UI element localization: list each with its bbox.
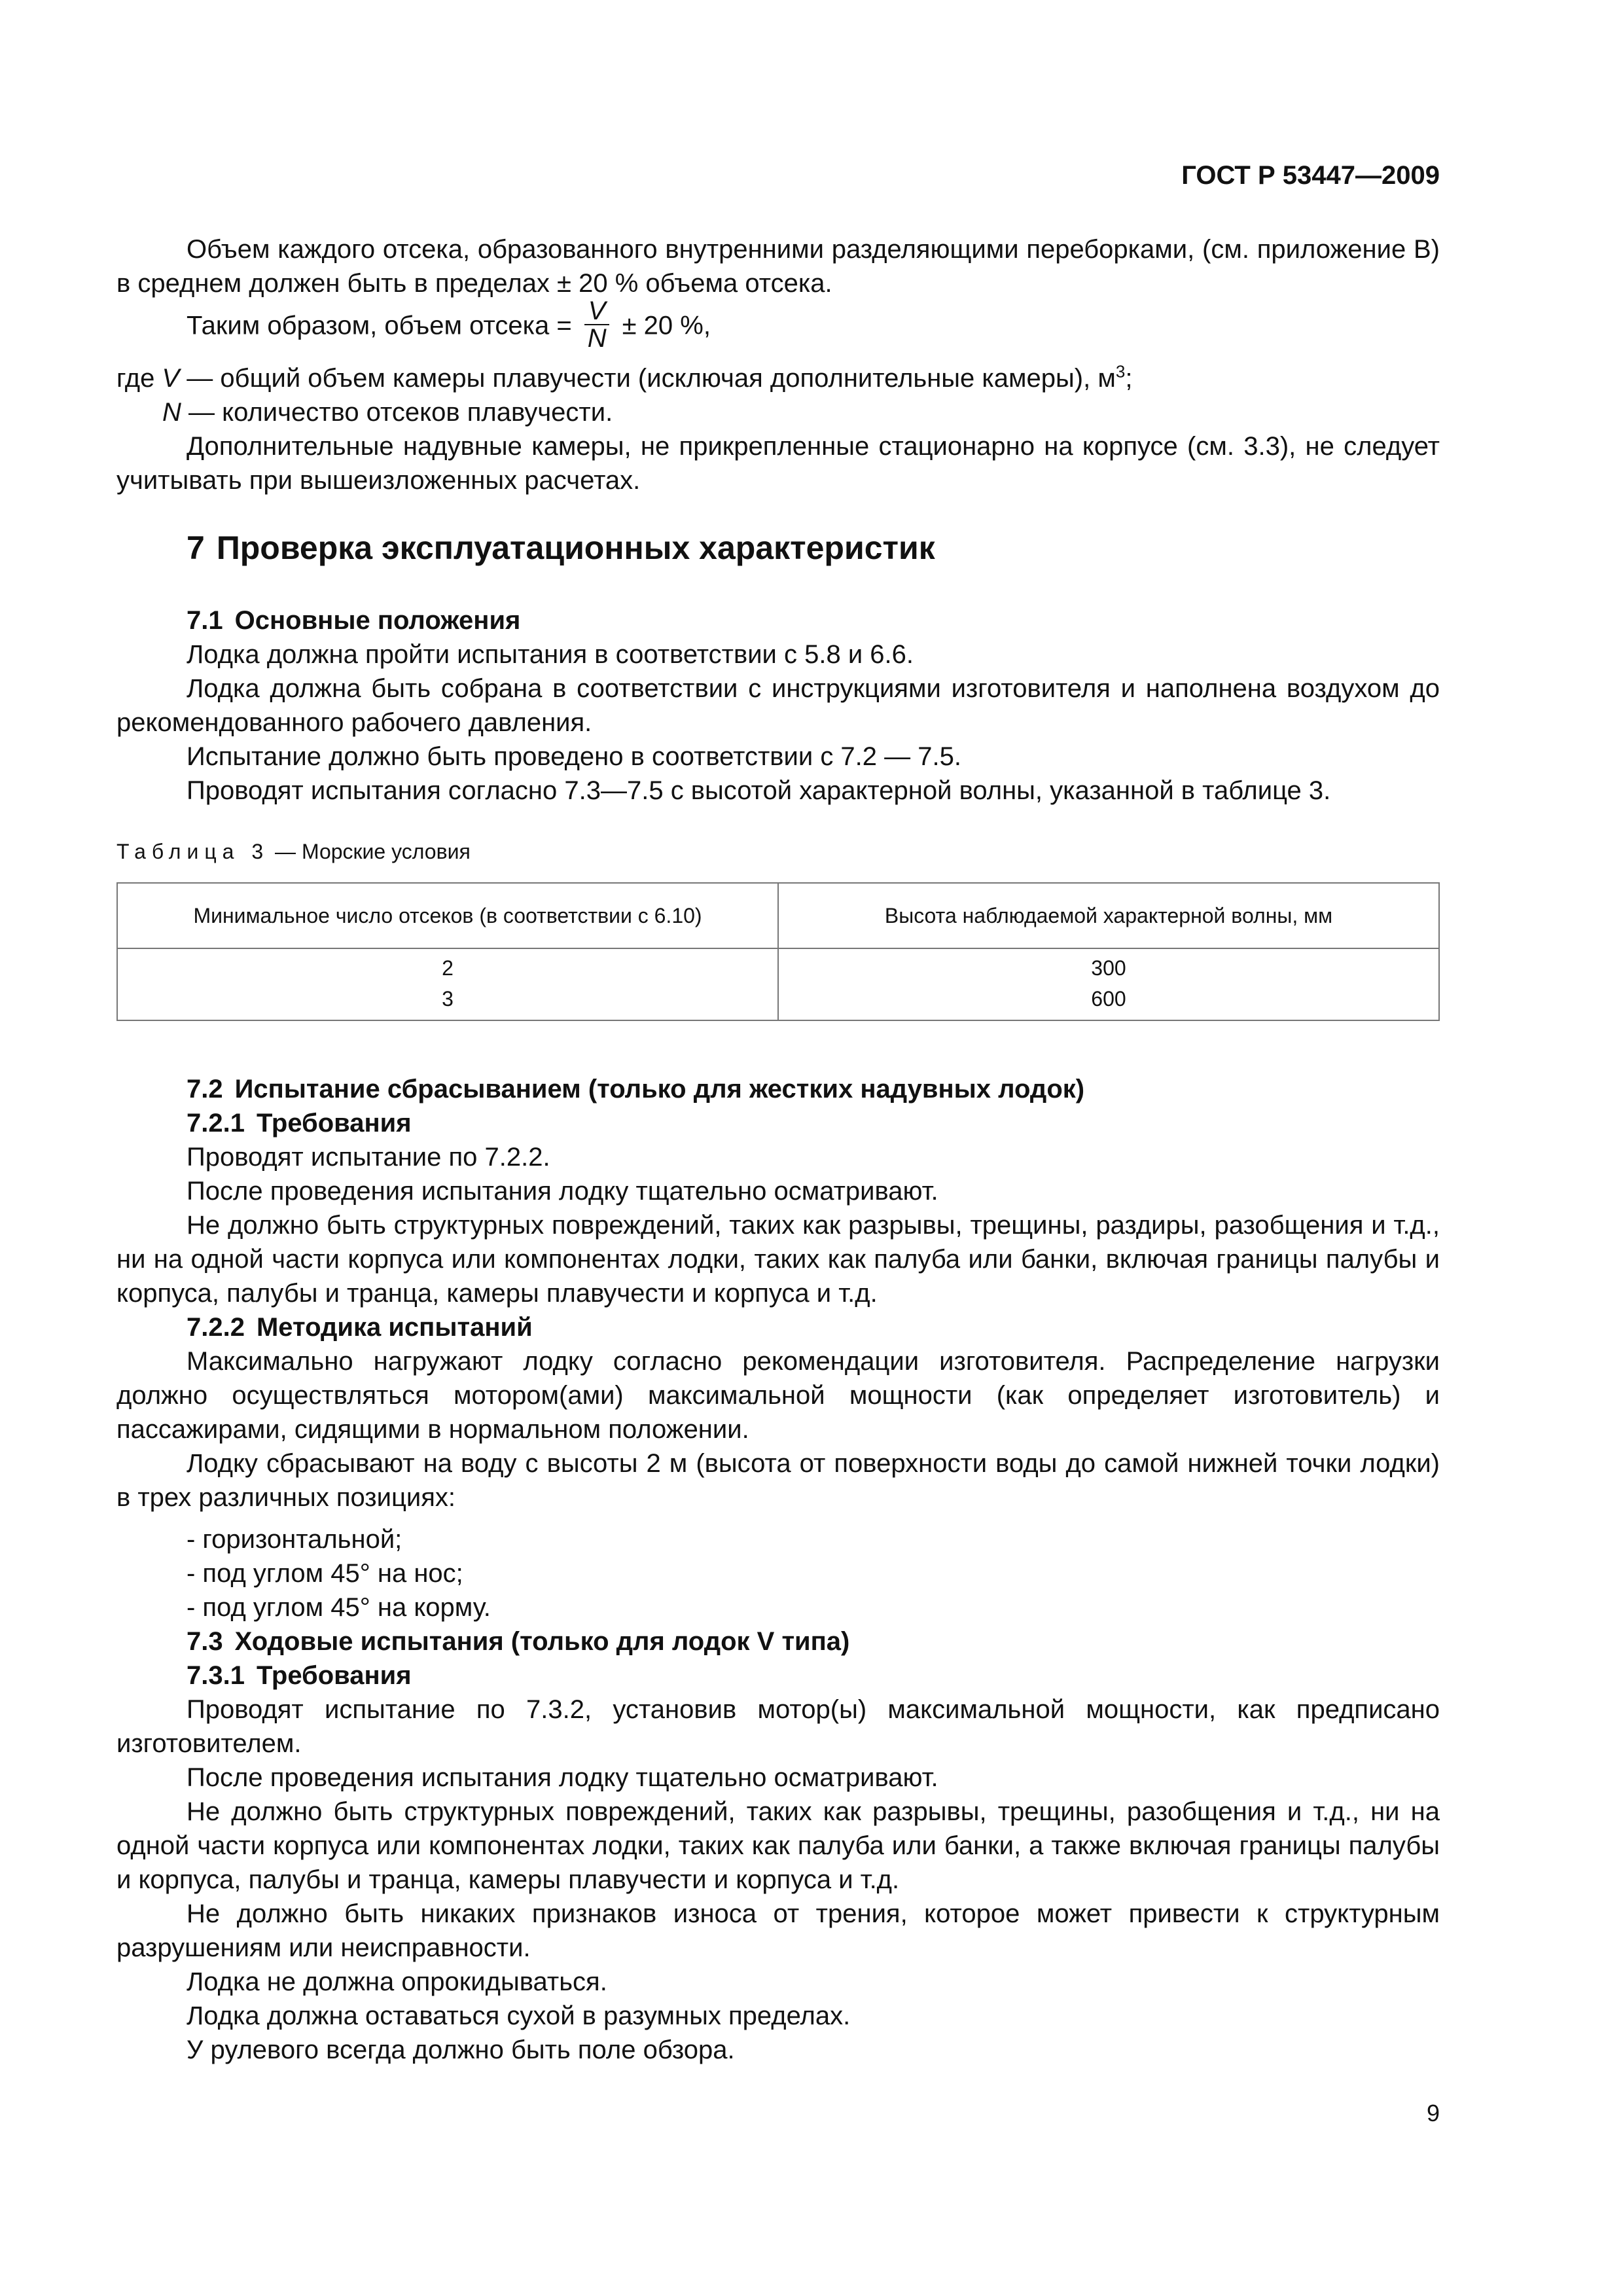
table-cell-value: 3 bbox=[442, 987, 454, 1011]
subsection-title: Основные положения bbox=[234, 606, 521, 635]
subsection-7-3-heading bbox=[187, 1624, 849, 1659]
list-item: - под углом 45° на корму. bbox=[187, 1593, 491, 1622]
paragraph: Проводят испытание по 7.2.2. bbox=[187, 1143, 550, 1172]
formula-suffix: ± 20 %, bbox=[622, 311, 711, 340]
sea-conditions-table bbox=[116, 882, 1440, 1021]
paragraph: Не должно быть структурных повреждений, таких как разрывы, трещины, раздиры, разобщения и т.д., ни на одной части корпуса или компонентах лодки, таких как палуба или банки, включая границы палубы и корпуса, палубы и транца, камеры плавучести и корпуса и т.д. bbox=[116, 1211, 1440, 1308]
subsection-number: 7.2 bbox=[187, 1075, 223, 1103]
paragraph: После проведения испытания лодку тщательно осматривают. bbox=[187, 1177, 938, 1206]
subsection-7-2-heading bbox=[187, 1072, 1084, 1106]
section-title: Проверка эксплуатационных характеристик bbox=[216, 529, 935, 566]
subsection-7-3-1-heading bbox=[187, 1659, 412, 1693]
subsection-number: 7.1 bbox=[187, 606, 223, 635]
subsection-number: 7.3.1 bbox=[187, 1661, 245, 1690]
list-item: - под углом 45° на нос; bbox=[187, 1559, 463, 1588]
subsection-7-2-1-heading bbox=[187, 1106, 412, 1140]
unit-superscript: 3 bbox=[1115, 361, 1126, 382]
where-v-line bbox=[116, 361, 1132, 395]
where-label: где bbox=[116, 364, 162, 393]
where-v-end: ; bbox=[1125, 364, 1133, 393]
subsection-title: Требования bbox=[256, 1661, 412, 1690]
paragraph: Не должно быть никаких признаков износа от трения, которое может привести к структурным разрушениям или неисправности. bbox=[116, 1899, 1440, 1962]
list-item: - горизонтальной; bbox=[187, 1525, 402, 1554]
paragraph: У рулевого всегда должно быть поле обзора. bbox=[187, 2036, 735, 2064]
paragraph-compartment-volume: Объем каждого отсека, образованного внутренними разделяющими переборками, (см. приложение В) в среднем должен быть в пределах ± 20 % объема отсека. bbox=[116, 235, 1440, 298]
subsection-7-1-heading bbox=[187, 603, 520, 637]
table-caption-title: — Морские условия bbox=[269, 840, 471, 863]
formula-line bbox=[187, 296, 711, 354]
subsection-title: Требования bbox=[256, 1109, 412, 1138]
paragraph: Лодка должна пройти испытания в соответствии с 5.8 и 6.6. bbox=[187, 640, 914, 669]
subsection-title: Методика испытаний bbox=[256, 1313, 533, 1342]
section-number: 7 bbox=[187, 529, 205, 566]
paragraph: Лодку сбрасывают на воду с высоты 2 м (высота от поверхности воды до самой нижней точки лодки) в трех различных позициях: bbox=[116, 1449, 1440, 1512]
table-cell-wave-height bbox=[778, 948, 1439, 1020]
subsection-7-2-2-heading bbox=[187, 1310, 533, 1344]
formula-denominator: N bbox=[587, 324, 607, 353]
page-number: 9 bbox=[1426, 2100, 1440, 2126]
subsection-title: Испытание сбрасыванием (только для жестких надувных лодок) bbox=[234, 1075, 1085, 1103]
paragraph-additional-chambers: Дополнительные надувные камеры, не прикрепленные стационарно на корпусе (см. 3.3), не следует учитывать при вышеизложенных расчетах. bbox=[116, 432, 1440, 495]
symbol-n: N bbox=[162, 398, 181, 427]
subsection-number: 7.2.2 bbox=[187, 1313, 245, 1342]
subsection-number: 7.3 bbox=[187, 1627, 223, 1656]
table-caption bbox=[116, 840, 471, 864]
paragraph: Максимально нагружают лодку согласно рекомендации изготовителя. Распределение нагрузки должно осуществляться мотором(ами) максимальной мощности (как определяет изготовитель) и пассажирами, сидящими в нормальном положении. bbox=[116, 1347, 1440, 1444]
document-code: ГОСТ Р 53447—2009 bbox=[1181, 161, 1440, 190]
paragraph: Проводят испытания согласно 7.3—7.5 с высотой характерной волны, указанной в таблице 3. bbox=[187, 776, 1331, 805]
subsection-number: 7.2.1 bbox=[187, 1109, 245, 1138]
table-cell-compartments bbox=[117, 948, 778, 1020]
formula-numerator: V bbox=[584, 298, 610, 325]
where-v-text: — общий объем камеры плавучести (исключая дополнительные камеры), м bbox=[179, 364, 1116, 393]
paragraph: Лодка не должна опрокидываться. bbox=[187, 1967, 607, 1996]
paragraph: Не должно быть структурных повреждений, таких как разрывы, трещины, разобщения и т.д., ни на одной части корпуса или компонентах лодки, таких как палуба или банки, а также включая границы палубы и корпуса, палубы и транца, камеры плавучести и корпуса и т.д. bbox=[116, 1797, 1440, 1894]
paragraph: Испытание должно быть проведено в соответствии с 7.2 — 7.5. bbox=[187, 742, 961, 771]
table-cell-value: 2 bbox=[442, 956, 454, 980]
paragraph: Лодка должна быть собрана в соответствии с инструкциями изготовителя и наполнена воздухом до рекомендованного рабочего давления. bbox=[116, 674, 1440, 737]
table-header-cell: Высота наблюдаемой характерной волны, мм bbox=[778, 883, 1439, 948]
section-heading bbox=[187, 529, 935, 567]
table-cell-value: 300 bbox=[1091, 956, 1126, 980]
table-row bbox=[117, 948, 1439, 1020]
paragraph: После проведения испытания лодку тщательно осматривают. bbox=[187, 1763, 938, 1792]
table-cell-value: 600 bbox=[1091, 987, 1126, 1011]
table-header-cell: Минимальное число отсеков (в соответствии с 6.10) bbox=[117, 883, 778, 948]
symbol-v: V bbox=[162, 364, 180, 393]
subsection-title: Ходовые испытания (только для лодок V типа) bbox=[234, 1627, 850, 1656]
drop-positions-list bbox=[187, 1522, 491, 1624]
where-n-line bbox=[162, 395, 613, 429]
paragraph: Лодка должна оставаться сухой в разумных пределах. bbox=[187, 2001, 851, 2030]
where-n-text: — количество отсеков плавучести. bbox=[181, 398, 613, 427]
formula-prefix: Таким образом, объем отсека = bbox=[187, 311, 572, 340]
table-header-row bbox=[117, 883, 1439, 948]
paragraph: Проводят испытание по 7.3.2, установив мотор(ы) максимальной мощности, как предписано изготовителем. bbox=[116, 1695, 1440, 1758]
formula-fraction bbox=[584, 298, 610, 351]
table-caption-label: Таблица 3 bbox=[116, 840, 270, 863]
